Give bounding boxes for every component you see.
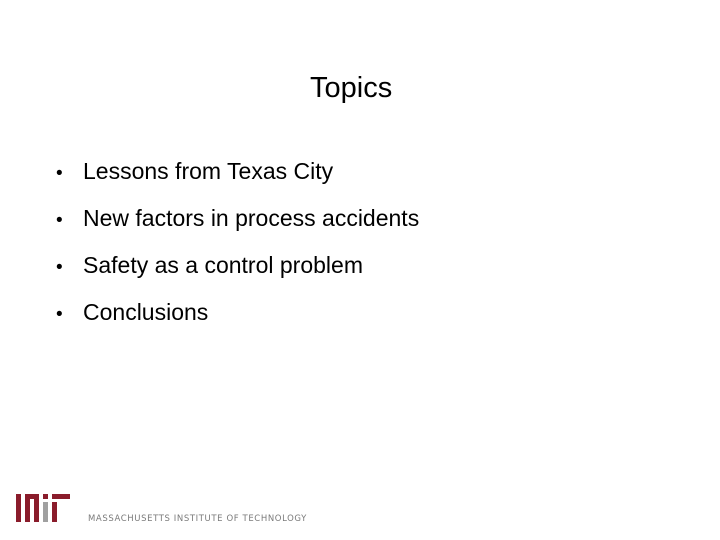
bullet-text: Lessons from Texas City — [83, 158, 334, 184]
mit-logo-text: MASSACHUSETTS INSTITUTE OF TECHNOLOGY — [88, 514, 307, 524]
bullet-icon: • — [56, 210, 63, 231]
list-item — [56, 292, 419, 339]
list-item — [56, 151, 419, 198]
mit-logo-icon — [16, 492, 76, 524]
list-item — [56, 198, 419, 245]
bullet-list — [56, 151, 419, 339]
bullet-icon: • — [56, 257, 63, 278]
slide-title: Topics — [310, 72, 393, 104]
bullet-text: New factors in process accidents — [83, 205, 420, 231]
list-item — [56, 245, 419, 292]
bullet-text: Safety as a control problem — [83, 252, 363, 278]
bullet-icon: • — [56, 304, 63, 325]
bullet-icon: • — [56, 163, 63, 184]
mit-logo — [16, 492, 306, 526]
bullet-text: Conclusions — [83, 299, 209, 325]
